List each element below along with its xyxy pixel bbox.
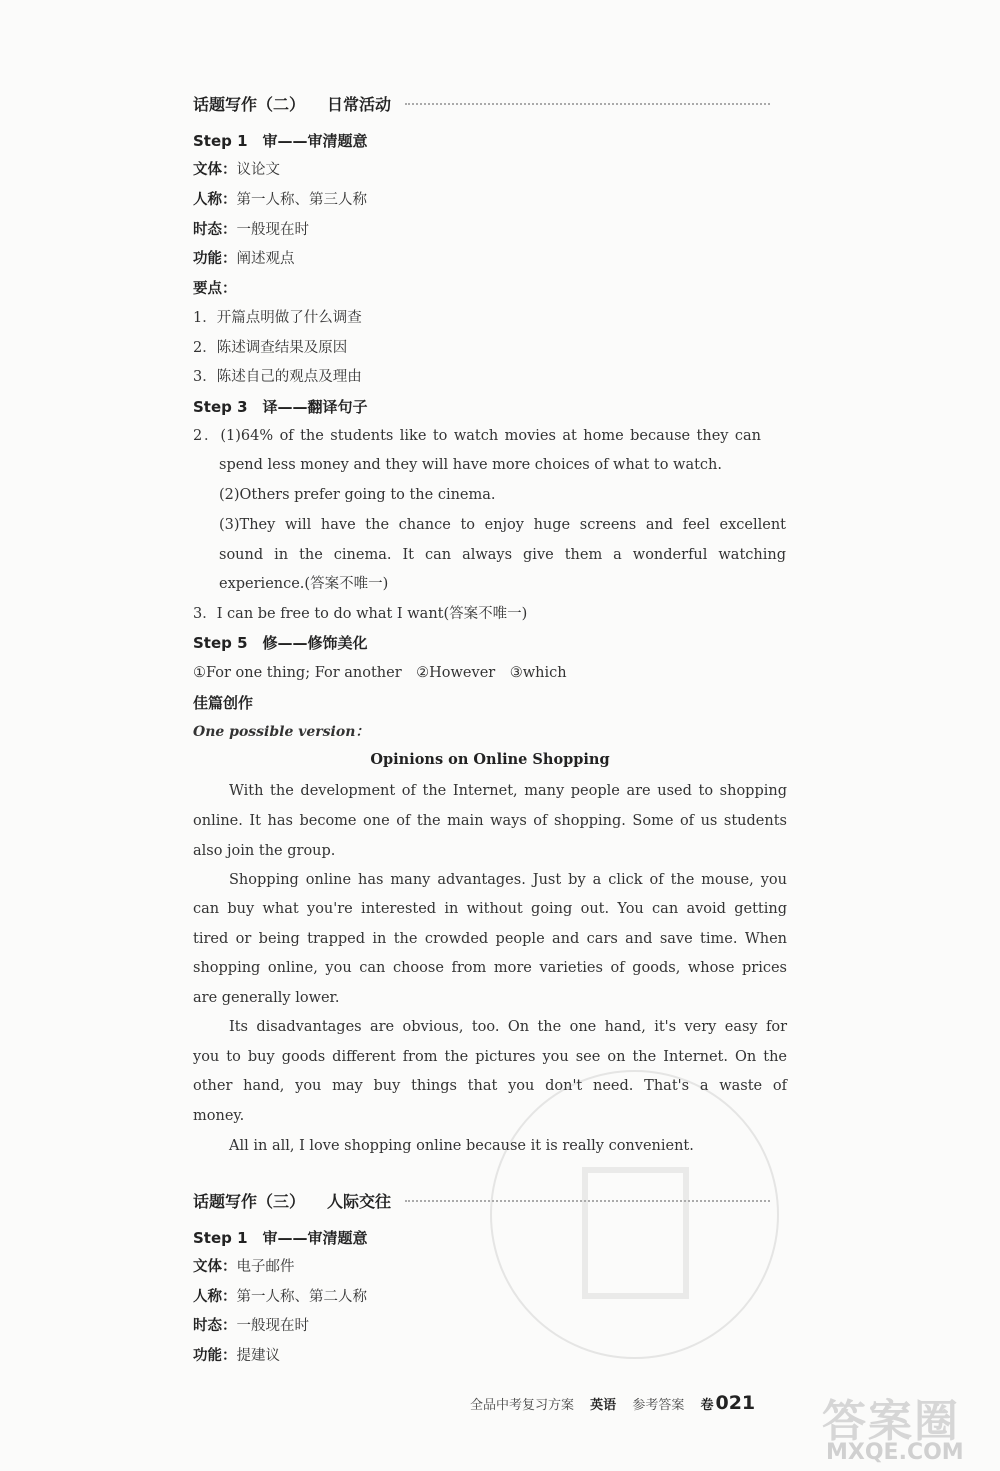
essay-line: Its disadvantages are obvious, too. On the one hand, it's very easy for — [229, 1019, 787, 1035]
translation-line: spend less money and they will have more choices of what to watch. — [219, 457, 722, 473]
genre-line-3: 文体：电子邮件 — [193, 1259, 295, 1275]
section-title-2: 话题写作（二） 日常活动 — [193, 92, 770, 115]
tense-line-3: 时态：一般现在时 — [193, 1318, 309, 1334]
point-item: 2．陈述调查结果及原因 — [193, 340, 348, 356]
genre-line: 文体：议论文 — [193, 162, 280, 178]
person-line-3: 人称：第一人称、第二人称 — [193, 1289, 367, 1305]
creation-heading: 佳篇创作 — [193, 694, 254, 712]
translation-line: (3)They will have the chance to enjoy huge screens and feel excellent — [219, 517, 786, 533]
page-footer: 全品中考复习方案 英语 参考答案 卷 021 — [470, 1392, 756, 1414]
translation-line: 2．(1)64% of the students like to watch movies at home because they can — [193, 428, 761, 444]
point-item: 3．陈述自己的观点及理由 — [193, 369, 362, 385]
essay-line: tired or being trapped in the crowded people and cars and save time. When — [193, 931, 787, 947]
translation-line: experience.(答案不唯一) — [219, 576, 389, 592]
polish-answers: ①For one thing; For another ②However ③which — [193, 665, 567, 681]
version-label: One possible version： — [193, 724, 370, 740]
essay-line: online. It has become one of the main ways of shopping. Some of us students — [193, 813, 787, 829]
point-item: 1．开篇点明做了什么调查 — [193, 310, 362, 326]
essay-line: are generally lower. — [193, 990, 340, 1006]
function-line-3: 功能：提建议 — [193, 1348, 280, 1364]
essay-line: With the development of the Internet, many people are used to shopping — [229, 783, 787, 799]
page-number: 021 — [715, 1392, 756, 1414]
essay-line: shopping online, you can choose from more varieties of goods, whose prices — [193, 960, 787, 976]
seal-stamp — [490, 1070, 779, 1359]
step5-heading: Step 5 修——修饰美化 — [193, 634, 368, 652]
essay-line: you to buy goods different from the pictures you see on the Internet. On the — [193, 1049, 787, 1065]
function-line: 功能：阐述观点 — [193, 251, 295, 267]
essay-line: All in all, I love shopping online because it is really convenient. — [229, 1138, 694, 1154]
step3-heading: Step 3 译——翻译句子 — [193, 398, 368, 416]
essay-line: also join the group. — [193, 843, 336, 859]
points-label: 要点： — [193, 281, 237, 297]
essay-line: Shopping online has many advantages. Just by a click of the mouse, you — [229, 872, 787, 888]
essay-line: money. — [193, 1108, 245, 1124]
tense-line: 时态：一般现在时 — [193, 222, 309, 238]
translation-line: (2)Others prefer going to the cinema. — [219, 487, 496, 503]
dotted-rule — [405, 103, 770, 105]
section-title-3: 话题写作（三） 人际交往 — [193, 1189, 770, 1212]
watermark-url: MXQE.COM — [826, 1440, 964, 1465]
translation-line: 3．I can be free to do what I want(答案不唯一) — [193, 606, 528, 622]
step1-heading-3: Step 1 审——审清题意 — [193, 1229, 368, 1247]
essay-title: Opinions on Online Shopping — [370, 751, 610, 768]
watermark-logo: 答案圈 — [822, 1396, 960, 1447]
dotted-rule — [405, 1200, 770, 1202]
person-line: 人称：第一人称、第三人称 — [193, 192, 367, 208]
essay-line: other hand, you may buy things that you don't need. That's a waste of — [193, 1078, 787, 1094]
step1-heading: Step 1 审——审清题意 — [193, 132, 368, 150]
translation-line: sound in the cinema. It can always give them a wonderful watching — [219, 547, 786, 563]
essay-line: can buy what you're interested in without going out. You can avoid getting — [193, 901, 787, 917]
